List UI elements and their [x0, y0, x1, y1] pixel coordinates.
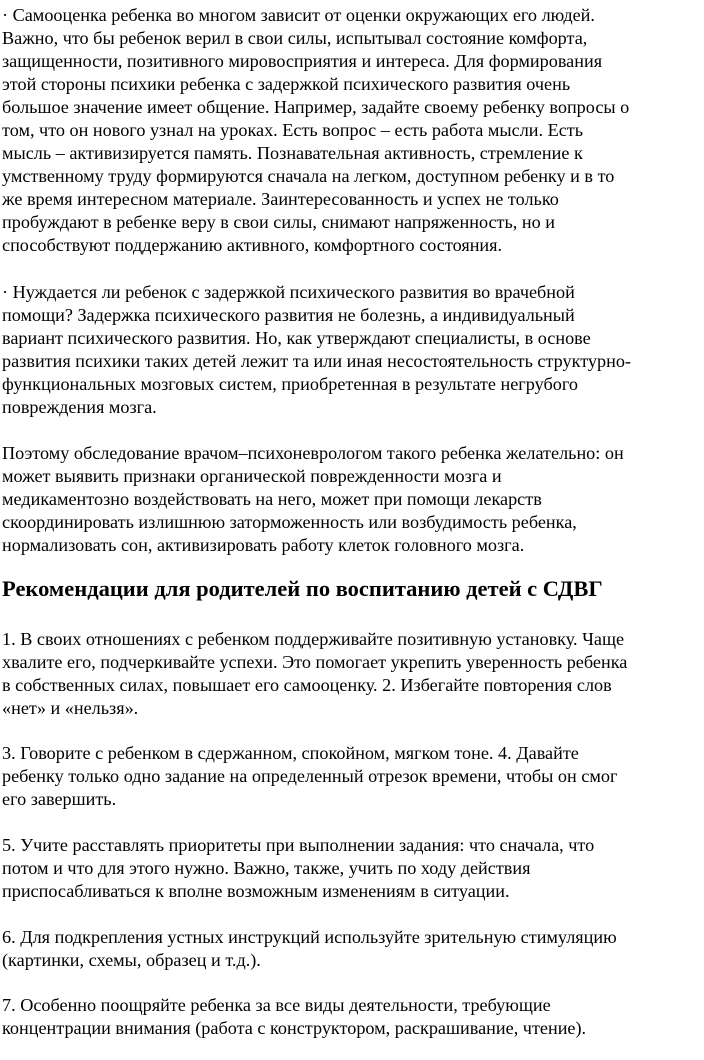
text-line: (картинки, схемы, образец и т.д.). — [2, 950, 261, 970]
text-line: большое значение имеет общение. Например, задайте своему ребенку вопросы о — [2, 97, 630, 117]
text-line: потом и что для этого нужно. Важно, также, учить по ходу действия — [2, 858, 531, 878]
text-line: «нет» и «нельзя». — [2, 698, 139, 718]
text-line: приспосабливаться к вполне возможным изменениям в ситуации. — [2, 881, 510, 901]
text-line: 3. Говорите с ребенком в сдержанном, спокойном, мягком тоне. 4. Давайте — [2, 743, 579, 763]
paragraph-medical-help — [2, 281, 704, 419]
recommendation-3-4 — [2, 742, 704, 811]
text-line: хвалите его, подчеркивайте успехи. Это помогает укрепить уверенность ребенка — [2, 652, 628, 672]
text-line: 6. Для подкрепления устных инструкций используйте зрительную стимуляцию — [2, 927, 617, 947]
text-line: том, что он нового узнал на уроках. Есть вопрос – есть работа мысли. Есть — [2, 120, 584, 140]
text-line: скоординировать излишнюю заторможенность или возбудимость ребенка, — [2, 512, 577, 532]
section-heading: Рекомендации для родителей по воспитанию детей с СДВГ — [2, 576, 603, 601]
text-line: помощи? Задержка психического развития не болезнь, а индивидуальный — [2, 305, 575, 325]
text-line: в собственных силах, повышает его самооценку. 2. Избегайте повторения слов — [2, 675, 612, 695]
text-line: мысль – активизируется память. Познавательная активность, стремление к — [2, 143, 583, 163]
text-line: функциональных мозговых систем, приобретенная в результате негрубого — [2, 374, 578, 394]
paragraph-self-esteem — [2, 4, 704, 257]
text-line: 5. Учите расставлять приоритеты при выполнении задания: что сначала, что — [2, 835, 595, 855]
text-line: пробуждают в ребенке веру в свои силы, снимают напряженность, но и — [2, 212, 556, 232]
text-line: Важно, что бы ребенок верил в свои силы, испытывал состояние комфорта, — [2, 28, 588, 48]
text-line: ребенку только одно задание на определенный отрезок времени, чтобы он смог — [2, 766, 618, 786]
recommendation-1-2 — [2, 628, 704, 720]
text-line: его завершить. — [2, 789, 117, 809]
text-line: Поэтому обследование врачом–психоневрологом такого ребенка желательно: он — [2, 443, 624, 463]
text-line: способствуют поддержанию активного, комфортного состояния. — [2, 235, 503, 255]
text-line: вариант психического развития. Но, как утверждают специалисты, в основе — [2, 328, 591, 348]
paragraph-examination — [2, 442, 704, 557]
recommendation-6 — [2, 926, 704, 972]
recommendation-5 — [2, 834, 704, 903]
text-line: · Нуждается ли ребенок с задержкой психического развития во врачебной — [2, 282, 575, 302]
recommendation-7 — [2, 994, 704, 1040]
text-line: защищенности, позитивного мировосприятия и интереса. Для формирования — [2, 51, 603, 71]
text-line: · Самооценка ребенка во многом зависит от оценки окружающих его людей. — [2, 5, 595, 25]
text-line: концентрации внимания (работа с конструктором, раскрашивание, чтение). — [2, 1018, 587, 1038]
text-line: повреждения мозга. — [2, 397, 157, 417]
text-line: 7. Особенно поощряйте ребенка за все виды деятельности, требующие — [2, 995, 551, 1015]
text-line: развития психики таких детей лежит та или иная несостоятельность структурно- — [2, 351, 631, 371]
text-line: может выявить признаки органической поврежденности мозга и — [2, 466, 502, 486]
text-line: нормализовать сон, активизировать работу клеток головного мозга. — [2, 535, 525, 555]
text-line: 1. В своих отношениях с ребенком поддерживайте позитивную установку. Чаще — [2, 629, 625, 649]
text-line: медикаментозно воздействовать на него, может при помощи лекарств — [2, 489, 542, 509]
text-line: этой стороны психики ребенка с задержкой психического развития очень — [2, 74, 571, 94]
text-line: же время интересном материале. Заинтересованность и успех не только — [2, 189, 559, 209]
text-line: умственному труду формируются сначала на легком, доступном ребенку и в то — [2, 166, 615, 186]
